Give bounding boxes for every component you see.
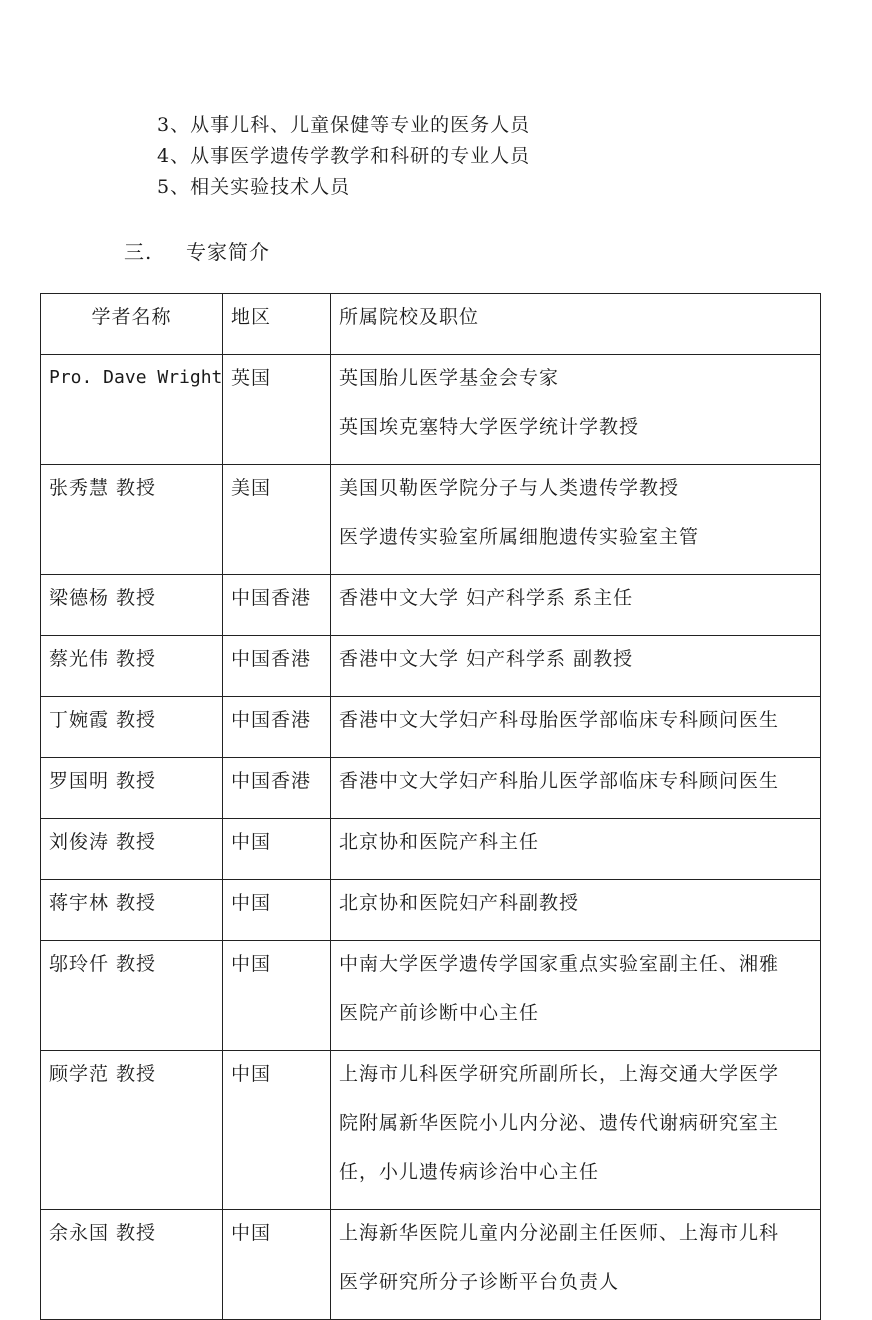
header-cell-affiliation: 所属院校及职位	[331, 294, 821, 355]
expert-name: 邬玲仟 教授	[41, 941, 223, 1051]
expert-name: 余永国 教授	[41, 1210, 223, 1320]
expert-name: Pro. Dave Wright	[41, 355, 223, 465]
expert-affiliation: 香港中文大学妇产科胎儿医学部临床专科顾问医生	[331, 758, 821, 819]
expert-affiliation: 北京协和医院产科主任	[331, 819, 821, 880]
target-audience-list	[157, 110, 530, 203]
expert-name: 丁婉霞 教授	[41, 697, 223, 758]
expert-region: 英国	[223, 355, 331, 465]
expert-name: 蒋宇林 教授	[41, 880, 223, 941]
list-item: 3、从事儿科、儿童保健等专业的医务人员	[157, 114, 531, 136]
expert-region: 中国香港	[223, 758, 331, 819]
expert-name: 顾学范 教授	[41, 1051, 223, 1210]
expert-name: 张秀慧 教授	[41, 465, 223, 575]
table-row	[41, 819, 821, 880]
expert-affiliation: 香港中文大学妇产科母胎医学部临床专科顾问医生	[331, 697, 821, 758]
table-row	[41, 1210, 821, 1320]
expert-affiliation: 上海新华医院儿童内分泌副主任医师、上海市儿科 医学研究所分子诊断平台负责人	[331, 1210, 821, 1320]
expert-affiliation: 上海市儿科医学研究所副所长，上海交通大学医学 院附属新华医院小儿内分泌、遗传代谢病研究室主 任，小儿遗传病诊治中心主任	[331, 1051, 821, 1210]
expert-name: 梁德杨 教授	[41, 575, 223, 636]
header-cell-region: 地区	[223, 294, 331, 355]
table-header-row	[41, 294, 821, 355]
table-row	[41, 941, 821, 1051]
expert-region: 中国香港	[223, 697, 331, 758]
expert-name: 刘俊涛 教授	[41, 819, 223, 880]
expert-affiliation: 英国胎儿医学基金会专家 英国埃克塞特大学医学统计学教授	[331, 355, 821, 465]
table-row	[41, 465, 821, 575]
table-row	[41, 880, 821, 941]
header-cell-name: 学者名称	[41, 294, 223, 355]
expert-name: 罗国明 教授	[41, 758, 223, 819]
expert-region: 中国香港	[223, 575, 331, 636]
expert-affiliation: 中南大学医学遗传学国家重点实验室副主任、湘雅 医院产前诊断中心主任	[331, 941, 821, 1051]
table-row	[41, 355, 821, 465]
table-row	[41, 636, 821, 697]
expert-region: 中国	[223, 880, 331, 941]
expert-region: 中国	[223, 941, 331, 1051]
expert-region: 美国	[223, 465, 331, 575]
section-number: 三.	[124, 240, 153, 264]
section-heading	[124, 236, 270, 268]
expert-region: 中国	[223, 1210, 331, 1320]
expert-affiliation: 香港中文大学 妇产科学系 副教授	[331, 636, 821, 697]
expert-region: 中国	[223, 819, 331, 880]
expert-name: 蔡光伟 教授	[41, 636, 223, 697]
expert-region: 中国	[223, 1051, 331, 1210]
section-title: 专家简介	[186, 240, 270, 264]
table-row	[41, 575, 821, 636]
expert-table	[40, 293, 821, 1320]
expert-region: 中国香港	[223, 636, 331, 697]
table-row	[41, 758, 821, 819]
expert-affiliation: 北京协和医院妇产科副教授	[331, 880, 821, 941]
table-row	[41, 1051, 821, 1210]
table-row	[41, 697, 821, 758]
expert-affiliation: 香港中文大学 妇产科学系 系主任	[331, 575, 821, 636]
list-item: 5、相关实验技术人员	[157, 176, 351, 198]
expert-affiliation: 美国贝勒医学院分子与人类遗传学教授 医学遗传实验室所属细胞遗传实验室主管	[331, 465, 821, 575]
list-item: 4、从事医学遗传学教学和科研的专业人员	[157, 145, 531, 167]
